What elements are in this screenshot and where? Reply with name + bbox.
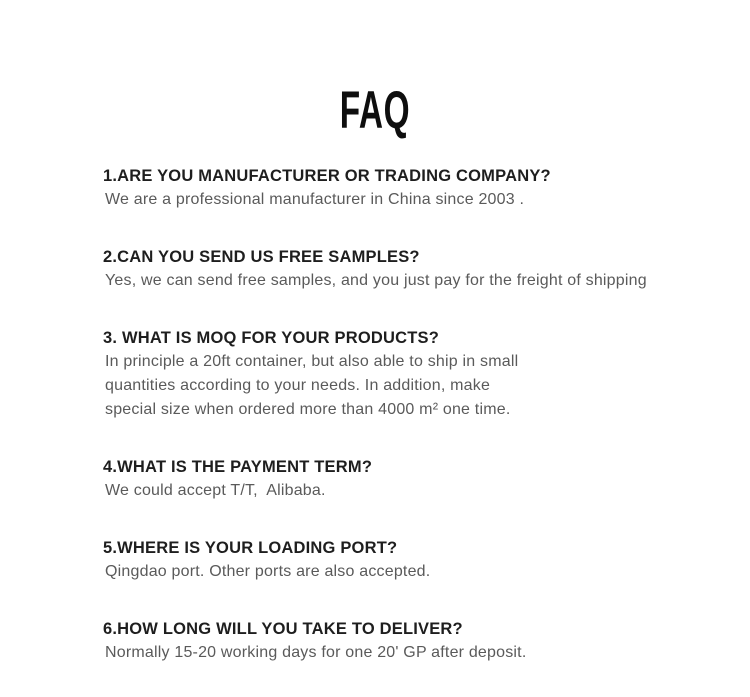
answer-line: Qingdao port. Other ports are also accepted. (105, 563, 431, 580)
answer-line: special size when ordered more than 4000 m² one time. (105, 401, 511, 418)
faq-sections (0, 164, 750, 665)
answer-line: In principle a 20ft container, but also able to ship in small (105, 353, 519, 370)
answer-line: Normally 15-20 working days for one 20' GP after deposit. (105, 644, 527, 661)
answer-line: We could accept T/T, Alibaba. (105, 482, 326, 499)
faq-section (103, 245, 742, 293)
faq-section (103, 536, 742, 584)
title-wrap (0, 0, 750, 140)
question-heading: 6.HOW LONG WILL YOU TAKE TO DELIVER? (103, 620, 463, 638)
answer-line: We are a professional manufacturer in China since 2003 . (105, 191, 525, 208)
question-heading: 4.WHAT IS THE PAYMENT TERM? (103, 458, 373, 476)
faq-section (103, 326, 742, 422)
faq-section (103, 164, 742, 212)
answer-line: quantities according to your needs. In addition, make (105, 377, 491, 394)
faq-section (103, 617, 742, 665)
page-title: FAQ (339, 81, 411, 140)
question-heading: 3. WHAT IS MOQ FOR YOUR PRODUCTS? (103, 329, 439, 347)
question-heading: 5.WHERE IS YOUR LOADING PORT? (103, 539, 398, 557)
question-heading: 2.CAN YOU SEND US FREE SAMPLES? (103, 248, 420, 266)
faq-section (103, 455, 742, 503)
question-heading: 1.ARE YOU MANUFACTURER OR TRADING COMPANY? (103, 167, 551, 185)
answer-line: Yes, we can send free samples, and you just pay for the freight of shipping (105, 272, 647, 289)
